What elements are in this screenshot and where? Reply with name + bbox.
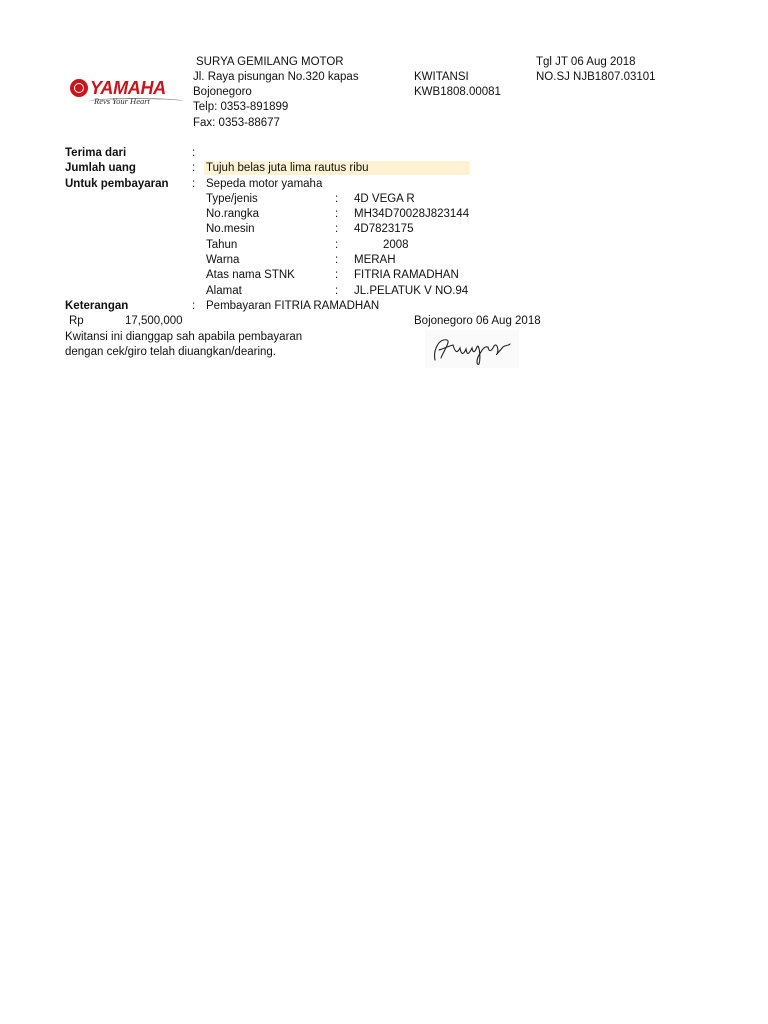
company-name: SURYA GEMILANG MOTOR — [196, 56, 344, 68]
company-address-line1: Jl. Raya pisungan No.320 kapas — [193, 71, 359, 83]
signature-image — [425, 330, 519, 368]
detail-label: Atas nama STNK — [206, 269, 295, 281]
separator: : — [335, 254, 339, 266]
due-date: Tgl JT 06 Aug 2018 — [536, 56, 636, 68]
detail-value: FITRIA RAMADHAN — [354, 269, 459, 281]
detail-label: No.mesin — [206, 223, 255, 235]
detail-label: Warna — [206, 254, 240, 266]
jumlah-uang-label: Jumlah uang — [65, 162, 136, 174]
separator: : — [335, 239, 339, 251]
separator: : — [192, 162, 196, 174]
company-phone: Telp: 0353-891899 — [193, 101, 289, 113]
tuning-fork-emblem-icon — [70, 79, 88, 97]
company-fax: Fax: 0353-88677 — [193, 117, 280, 129]
separator: : — [192, 147, 196, 159]
document-type: KWITANSI — [414, 71, 469, 83]
keterangan-label: Keterangan — [65, 300, 129, 312]
logo-brand-text: YAMAHA — [90, 78, 166, 98]
detail-value: 4D7823175 — [354, 223, 414, 235]
untuk-pembayaran-value: Sepeda motor yamaha — [206, 178, 323, 190]
detail-label: Alamat — [206, 285, 242, 297]
untuk-pembayaran-label: Untuk pembayaran — [65, 178, 169, 190]
jumlah-uang-value: Tujuh belas juta lima rautus ribu — [204, 161, 470, 175]
separator: : — [335, 269, 339, 281]
separator: : — [335, 208, 339, 220]
detail-value: 2008 — [383, 239, 409, 251]
detail-value: JL.PELATUK V NO.94 — [354, 285, 469, 297]
detail-label: Type/jenis — [206, 193, 258, 205]
terima-dari-label: Terima dari — [65, 147, 127, 159]
amount-currency: Rp — [69, 315, 84, 327]
detail-value: 4D VEGA R — [354, 193, 415, 205]
separator: : — [335, 285, 339, 297]
logo-tagline: Revs Your Heart — [94, 96, 150, 106]
yamaha-logo — [68, 76, 186, 110]
signature-scribble — [425, 330, 519, 368]
note-line2: dengan cek/giro telah diuangkan/dearing. — [65, 346, 276, 358]
detail-label: No.rangka — [206, 208, 260, 220]
company-address-line2: Bojonegoro — [193, 86, 252, 98]
detail-value: MERAH — [354, 254, 396, 266]
detail-label: Tahun — [206, 239, 238, 251]
separator: : — [335, 193, 339, 205]
place-date: Bojonegoro 06 Aug 2018 — [414, 315, 541, 327]
note-line1: Kwitansi ini dianggap sah apabila pembayaran — [65, 331, 303, 343]
sj-number: NO.SJ NJB1807.03101 — [536, 71, 656, 83]
separator: : — [335, 223, 339, 235]
separator: : — [192, 300, 196, 312]
document-number: KWB1808.00081 — [414, 86, 501, 98]
keterangan-value: Pembayaran FITRIA RAMADHAN — [206, 300, 380, 312]
detail-value: MH34D70028J823144 — [354, 208, 470, 220]
separator: : — [192, 178, 196, 190]
amount-value: 17,500,000 — [125, 315, 183, 327]
